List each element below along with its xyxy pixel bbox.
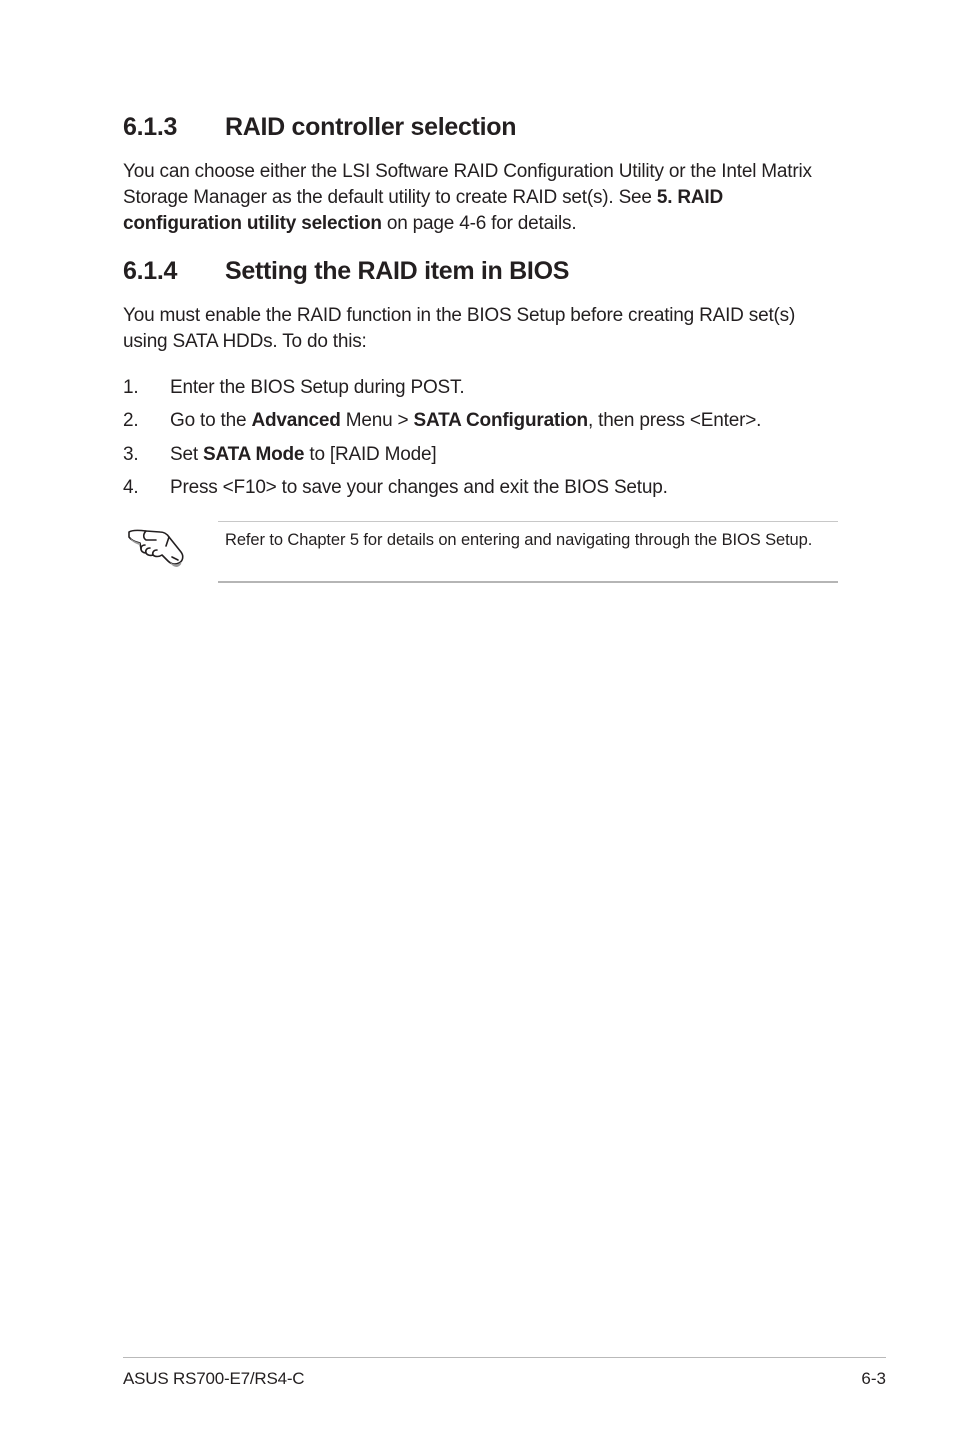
paragraph-text: on page 4-6 for details. xyxy=(381,213,577,234)
footer-product-name: ASUS RS700-E7/RS4-C xyxy=(123,1369,305,1388)
menu-name: Advanced xyxy=(251,410,341,432)
list-item xyxy=(123,408,843,441)
note-box xyxy=(218,521,838,583)
section-title: Setting the RAID item in BIOS xyxy=(225,257,570,285)
paragraph-text: You can choose either the LSI Software RAID Configuration Utility or the Intel Matrix Storage Manager as the default utility to create RAID set(s). See xyxy=(123,161,812,208)
note-text: Refer to Chapter 5 for details on entering and navigating through the BIOS Setup. xyxy=(225,531,813,549)
bios-steps-list xyxy=(123,375,843,508)
raid-controller-paragraph xyxy=(123,159,843,237)
list-item xyxy=(123,375,843,408)
list-item xyxy=(123,475,843,508)
footer-page-number: 6-3 xyxy=(861,1369,886,1388)
step-text: to [RAID Mode] xyxy=(304,443,437,465)
step-number: 2. xyxy=(123,410,139,432)
step-text: , then press <Enter>. xyxy=(587,410,762,432)
raid-bios-intro-paragraph: You must enable the RAID function in the BIOS Setup before creating RAID set(s) using SATA HDDs. To do this: xyxy=(123,305,796,352)
step-number: 1. xyxy=(123,377,139,398)
step-text: Go to the xyxy=(170,410,252,432)
section-heading-raid-controller-selection xyxy=(123,113,516,142)
footer-divider xyxy=(123,1357,886,1358)
section-number: 6.1.4 xyxy=(123,257,178,285)
menu-item-name: SATA Configuration xyxy=(413,410,588,432)
setting-name: SATA Mode xyxy=(203,443,305,465)
list-item xyxy=(123,442,843,475)
section-heading-setting-raid-item xyxy=(123,257,569,286)
step-text: Set xyxy=(170,443,203,465)
section-number: 6.1.3 xyxy=(123,113,178,141)
step-number: 4. xyxy=(123,476,139,498)
step-text: Menu > xyxy=(340,410,414,432)
section-title: RAID controller selection xyxy=(225,113,517,141)
step-text: Enter the BIOS Setup during POST. xyxy=(170,377,465,398)
step-number: 3. xyxy=(123,443,139,465)
step-text: Press <F10> to save your changes and exit the BIOS Setup. xyxy=(170,476,668,498)
cross-reference: 5. RAID configuration utility selection xyxy=(123,187,724,234)
pointing-hand-icon xyxy=(126,522,186,568)
